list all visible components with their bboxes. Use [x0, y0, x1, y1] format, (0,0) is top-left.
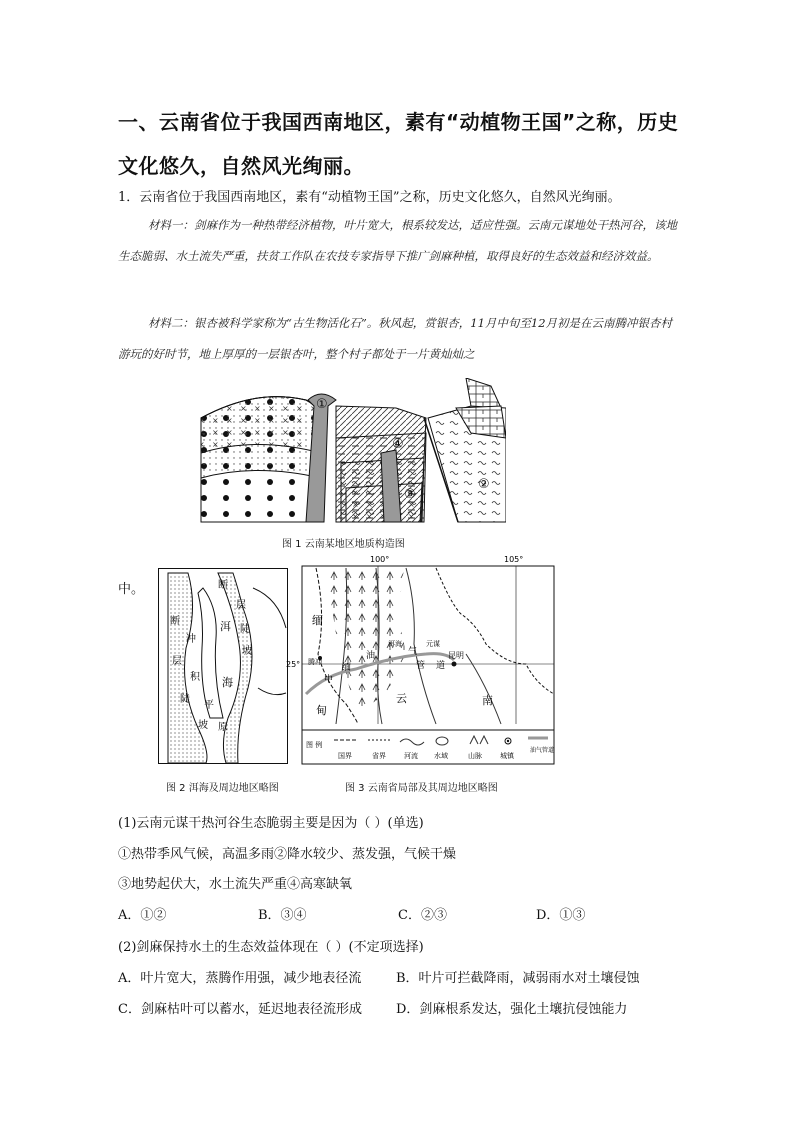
- fig3-place-erhai: 洱海: [388, 640, 402, 648]
- question-1-option-a[interactable]: A．①②: [118, 908, 167, 923]
- figure-3-caption: 图 3 云南省局部及其周边地区略图: [345, 783, 498, 794]
- fig1-label-1: ①: [316, 397, 328, 412]
- fig3-pipe-you: 油: [366, 651, 376, 661]
- fig2-label-ceng-right: 层: [236, 600, 246, 611]
- section-heading: 一、云南省位于我国西南地区，素有“动植物王国”之称，历史文化悠久，自然风光绚丽。: [118, 110, 679, 178]
- fig2-label-dou-left: 陡: [180, 694, 190, 705]
- fig3-legend-title: 图 例: [306, 741, 323, 749]
- material-two-end: 中。: [118, 582, 145, 597]
- fig2-label-er: 洱: [220, 620, 231, 633]
- question-2-option-a[interactable]: A．叶片宽大，蒸腾作用强，减少地表径流: [118, 971, 362, 986]
- fig3-place-yuanmou: 元谋: [426, 640, 440, 648]
- fig3-place-yun: 云: [396, 692, 407, 705]
- fig1-label-4: ④: [392, 437, 404, 452]
- question-1-stem: (1)云南元谋干热河谷生态脆弱主要是因为（ ）(单选): [118, 816, 424, 831]
- fig3-lon-100: 100°: [370, 555, 390, 564]
- fig3-legend-shanmai: 山脉: [468, 752, 482, 760]
- figure-2-caption: 图 2 洱海及周边地区略图: [166, 783, 279, 794]
- fig2-label-dou-right: 陡: [240, 624, 250, 635]
- material-one-text: 材料一：剑麻作为一种热带经济植物，叶片宽大，根系较发达，适应性强。云南元谋地处干热河谷，该地生态脆弱、水土流失严重，扶贫工作队在农技专家指导下推广剑麻种植，取得良好的生态效益和经济效益。: [118, 218, 677, 263]
- figure-3-yunnan-map: [286, 554, 558, 766]
- fig2-label-ji: 积: [190, 672, 200, 683]
- question-2-option-c[interactable]: C．剑麻枯叶可以蓄水，延迟地表径流形成: [118, 1002, 362, 1017]
- fig3-legend-pipeline: 油气管道: [530, 747, 555, 754]
- fig2-label-duan-left: 断: [170, 616, 180, 627]
- fig3-legend-heliu: 河流: [404, 752, 418, 760]
- material-one: [118, 210, 678, 272]
- question-2-option-b[interactable]: B．叶片可拦截降雨，减弱雨水对土壤侵蚀: [396, 971, 640, 986]
- fig3-pipe-guan: 管: [416, 661, 426, 671]
- question-1-option-c[interactable]: C．②③: [398, 908, 447, 923]
- fig3-legend-chengzhen: 城镇: [500, 752, 514, 760]
- fig3-place-dian: 甸: [316, 704, 327, 717]
- fig3-pipe-mian: 缅: [342, 663, 352, 673]
- fig2-label-duan-right: 断: [218, 580, 228, 591]
- fig3-pipe-zhong: 中: [324, 675, 334, 685]
- figure-2-erhai-map: [158, 568, 288, 764]
- question-intro: 1．云南省位于我国西南地区，素有“动植物王国”之称，历史文化悠久，自然风光绚丽。: [118, 190, 621, 205]
- fig3-place-kunming: 昆明: [448, 651, 464, 660]
- fig3-lat-25: 25°: [286, 660, 301, 669]
- fig2-label-yuan: 原: [218, 722, 228, 733]
- figure-1-caption: 图 1 云南某地区地质构造图: [282, 539, 405, 550]
- fig1-label-3: ③: [404, 487, 416, 502]
- material-two-text: 材料二：银杏被科学家称为“古生物活化石”。秋风起，赏银杏，11月中旬至12月初是在云南腾冲银杏村游玩的好时节，地上厚厚的一层银杏叶，整个村子都处于一片黄灿灿之: [118, 316, 673, 361]
- fig3-pipe-qi: 气: [408, 647, 418, 657]
- fig2-label-po-left: 坡: [198, 720, 208, 731]
- question-2-option-d[interactable]: D．剑麻根系发达，强化土壤抗侵蚀能力: [396, 1002, 628, 1017]
- fig2-label-ceng-left: 层: [172, 656, 182, 667]
- fig2-label-po-right: 坡: [242, 646, 252, 657]
- fig2-label-ping: 平: [204, 700, 214, 711]
- question-1-option-b[interactable]: B．③④: [258, 908, 307, 923]
- fig3-lon-105: 105°: [504, 555, 524, 564]
- question-2-stem: (2)剑麻保持水土的生态效益体现在（ ）(不定项选择): [118, 940, 424, 955]
- question-1-item-1: ①热带季风气候，高温多雨②降水较少、蒸发强，气候干燥: [118, 847, 457, 862]
- figure-1-geologic-structure: [196, 378, 506, 523]
- fig3-pipe-dao: 道: [436, 661, 446, 671]
- material-two: [118, 308, 678, 370]
- fig3-place-tengchong: 腾冲: [308, 658, 322, 666]
- fig3-legend-guojie: 国界: [338, 752, 352, 760]
- fig2-label-hai: 海: [222, 676, 233, 689]
- fig3-legend-shengjie: 省界: [372, 752, 386, 760]
- fig3-legend-shuiyu: 水域: [434, 752, 448, 760]
- question-1-item-2: ③地势起伏大，水土流失严重④高寒缺氧: [118, 877, 353, 892]
- fig2-label-chong: 冲: [186, 634, 196, 645]
- fig3-place-nan: 南: [482, 694, 493, 707]
- fig1-label-2: ②: [478, 477, 490, 492]
- fig3-place-mian: 缅: [312, 614, 323, 627]
- question-1-option-d[interactable]: D．①③: [536, 908, 586, 923]
